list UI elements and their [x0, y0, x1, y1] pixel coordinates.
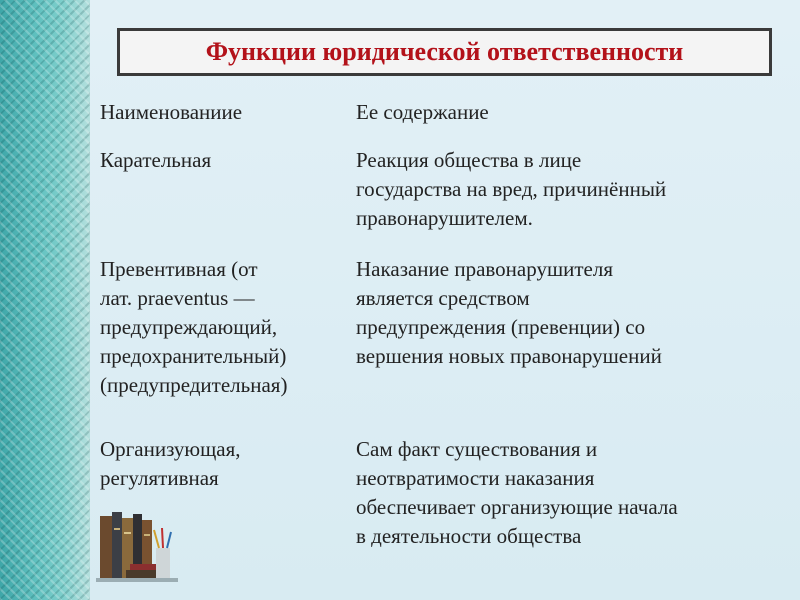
header-content: Ее содержание: [356, 100, 489, 124]
table-row-1-content-line: Реакция общества в лице: [356, 148, 582, 172]
table-row-1-content-line: правонарушителем.: [356, 206, 533, 230]
table-row-3-content-line: Сам факт существования и: [356, 437, 598, 461]
table-row-3-name-line: Организующая,: [100, 437, 241, 461]
table-row-2-content-line: предупреждения (превенции) со: [356, 315, 646, 339]
table-row-2-content-line: является средством: [356, 286, 530, 310]
table-row-3-content-line: неотвратимости наказания: [356, 466, 595, 490]
table-row-2-name-line: (предупредительная): [100, 373, 288, 397]
table-row-2-name-line: предупреждающий,: [100, 315, 278, 339]
table-row-1-content-line: государства на вред, причинённый: [356, 177, 667, 201]
table-row-2-content-line: Наказание правонарушителя: [356, 257, 614, 281]
slide-title: Функции юридической ответственности: [205, 37, 684, 66]
title-box: [117, 28, 772, 76]
table-row-2-name-line: Превентивная (от: [100, 257, 258, 281]
table-row-3-content-line: в деятельности общества: [356, 524, 582, 548]
table-row-3-content: [356, 435, 786, 551]
table-row-3-name-line: регулятивная: [100, 466, 219, 490]
table-row-1-content: [356, 146, 786, 233]
table-row-1-name-line: Карательная: [100, 148, 212, 172]
table-row-2-content-line: вершения новых правонарушений: [356, 344, 662, 368]
table-row-2-name-line: лат. praeventus —: [100, 286, 255, 310]
table-row-3-name: [100, 435, 345, 493]
table-row-2-content: [356, 255, 786, 371]
books-stack-icon: [96, 508, 191, 588]
decorative-side-strip: [0, 0, 90, 600]
table-row-2-name: [100, 255, 345, 400]
table-row-2-name-line: предохранительный): [100, 344, 287, 368]
header-name: Наименованиие: [100, 100, 243, 124]
table-row-1-name: [100, 146, 345, 175]
table-row-3-content-line: обеспечивает организующие начала: [356, 495, 678, 519]
